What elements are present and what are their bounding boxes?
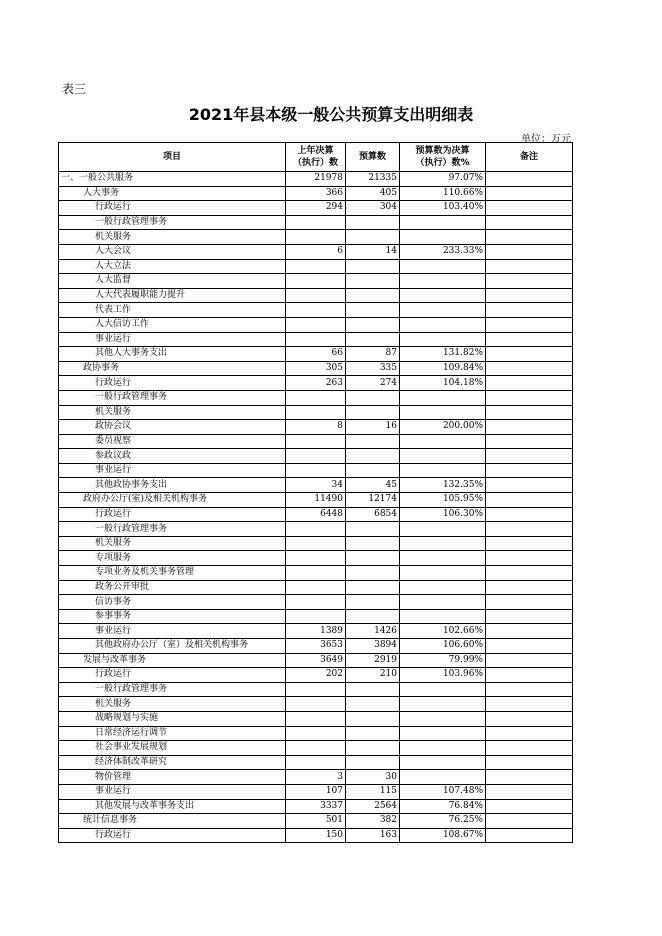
ratio-cell <box>400 609 486 624</box>
item-name-cell: 行政运行 <box>59 507 286 522</box>
ratio-cell: 200.00% <box>400 420 486 435</box>
budget-cell: 14 <box>346 244 400 259</box>
ratio-cell: 79.99% <box>400 653 486 668</box>
ratio-cell: 106.30% <box>400 507 486 522</box>
table-row <box>59 580 573 595</box>
budget-cell <box>346 405 400 420</box>
budget-cell: 115 <box>346 784 400 799</box>
ratio-cell <box>400 317 486 332</box>
ratio-cell: 76.84% <box>400 799 486 814</box>
item-name-cell: 战略规划与实施 <box>59 711 286 726</box>
ratio-cell <box>400 259 486 274</box>
table-row <box>59 522 573 537</box>
ratio-cell <box>400 595 486 610</box>
table-row <box>59 828 573 843</box>
prev-actual-cell <box>286 755 346 770</box>
note-cell <box>486 172 573 187</box>
item-name-cell: 机关服务 <box>59 536 286 551</box>
ratio-cell <box>400 536 486 551</box>
table-row <box>59 215 573 230</box>
note-cell <box>486 274 573 289</box>
ratio-cell <box>400 405 486 420</box>
item-name-cell: 其他人大事务支出 <box>59 347 286 362</box>
budget-cell: 30 <box>346 770 400 785</box>
prev-actual-cell: 366 <box>286 186 346 201</box>
note-cell <box>486 390 573 405</box>
budget-cell <box>346 711 400 726</box>
item-name-cell: 其他发展与改革事务支出 <box>59 799 286 814</box>
budget-cell: 45 <box>346 478 400 493</box>
table-row <box>59 770 573 785</box>
note-cell <box>486 376 573 391</box>
prev-actual-cell <box>286 522 346 537</box>
header-budget: 预算数 <box>346 143 400 172</box>
prev-actual-cell: 107 <box>286 784 346 799</box>
prev-actual-cell: 294 <box>286 201 346 216</box>
note-cell <box>486 755 573 770</box>
item-name-cell: 事业运行 <box>59 784 286 799</box>
table-row <box>59 493 573 508</box>
ratio-cell: 105.95% <box>400 493 486 508</box>
item-name-cell: 行政运行 <box>59 668 286 683</box>
note-cell <box>486 361 573 376</box>
note-cell <box>486 420 573 435</box>
table-row <box>59 653 573 668</box>
prev-actual-cell <box>286 595 346 610</box>
item-name-cell: 专项业务及机关事务管理 <box>59 566 286 581</box>
item-name-cell: 一般行政管理事务 <box>59 682 286 697</box>
note-cell <box>486 536 573 551</box>
prev-actual-cell: 3 <box>286 770 346 785</box>
prev-actual-cell: 6448 <box>286 507 346 522</box>
note-cell <box>486 551 573 566</box>
budget-cell <box>346 609 400 624</box>
note-cell <box>486 244 573 259</box>
budget-cell <box>346 741 400 756</box>
item-name-cell: 其他政府办公厅（室）及相关机构事务 <box>59 639 286 654</box>
prev-actual-cell: 21978 <box>286 172 346 187</box>
note-cell <box>486 770 573 785</box>
table-row <box>59 332 573 347</box>
table-row <box>59 361 573 376</box>
header-ratio <box>400 143 486 172</box>
item-name-cell: 人大会议 <box>59 244 286 259</box>
note-cell <box>486 201 573 216</box>
note-cell <box>486 784 573 799</box>
ratio-cell: 132.35% <box>400 478 486 493</box>
item-name-cell: 政务公开审批 <box>59 580 286 595</box>
budget-cell: 6854 <box>346 507 400 522</box>
budget-cell <box>346 288 400 303</box>
item-name-cell: 经济体制改革研究 <box>59 755 286 770</box>
budget-cell <box>346 303 400 318</box>
item-name-cell: 一般行政管理事务 <box>59 390 286 405</box>
prev-actual-cell <box>286 682 346 697</box>
page-title: 2021年县本级一般公共预算支出明细表 <box>188 105 474 124</box>
header-prev-actual <box>286 143 346 172</box>
prev-actual-cell <box>286 215 346 230</box>
ratio-cell: 102.66% <box>400 624 486 639</box>
ratio-cell <box>400 522 486 537</box>
note-cell <box>486 653 573 668</box>
budget-cell <box>346 580 400 595</box>
budget-cell: 12174 <box>346 493 400 508</box>
budget-cell: 405 <box>346 186 400 201</box>
ratio-cell: 106.60% <box>400 639 486 654</box>
prev-actual-cell <box>286 449 346 464</box>
budget-cell <box>346 755 400 770</box>
ratio-cell <box>400 726 486 741</box>
ratio-cell: 76.25% <box>400 814 486 829</box>
header-ratio-line1: 预算数为决算 <box>415 146 470 156</box>
prev-actual-cell <box>286 463 346 478</box>
table-row <box>59 814 573 829</box>
item-name-cell: 人大监督 <box>59 274 286 289</box>
prev-actual-cell: 3649 <box>286 653 346 668</box>
prev-actual-cell <box>286 274 346 289</box>
item-name-cell: 人大信访工作 <box>59 317 286 332</box>
item-name-cell: 其他政协事务支出 <box>59 478 286 493</box>
table-row <box>59 711 573 726</box>
budget-cell <box>346 390 400 405</box>
item-name-cell: 委员视察 <box>59 434 286 449</box>
item-name-cell: 信访事务 <box>59 595 286 610</box>
table-row <box>59 741 573 756</box>
note-cell <box>486 507 573 522</box>
table-row <box>59 478 573 493</box>
prev-actual-cell: 3337 <box>286 799 346 814</box>
budget-cell <box>346 259 400 274</box>
note-cell <box>486 522 573 537</box>
prev-actual-cell <box>286 230 346 245</box>
table-row <box>59 639 573 654</box>
ratio-cell <box>400 230 486 245</box>
ratio-cell <box>400 303 486 318</box>
table-row <box>59 172 573 187</box>
ratio-cell <box>400 274 486 289</box>
item-name-cell: 统计信息事务 <box>59 814 286 829</box>
prev-actual-cell <box>286 405 346 420</box>
table-row <box>59 726 573 741</box>
table-row <box>59 288 573 303</box>
note-cell <box>486 259 573 274</box>
note-cell <box>486 434 573 449</box>
item-name-cell: 物价管理 <box>59 770 286 785</box>
ratio-cell: 131.82% <box>400 347 486 362</box>
note-cell <box>486 711 573 726</box>
note-cell <box>486 595 573 610</box>
header-item: 项目 <box>59 143 286 172</box>
table-row <box>59 259 573 274</box>
table-row <box>59 186 573 201</box>
prev-actual-cell: 263 <box>286 376 346 391</box>
note-cell <box>486 493 573 508</box>
budget-cell <box>346 215 400 230</box>
table-row <box>59 682 573 697</box>
item-name-cell: 日常经济运行调节 <box>59 726 286 741</box>
prev-actual-cell: 501 <box>286 814 346 829</box>
prev-actual-cell <box>286 711 346 726</box>
ratio-cell <box>400 288 486 303</box>
budget-cell <box>346 434 400 449</box>
item-name-cell: 事业运行 <box>59 463 286 478</box>
ratio-cell <box>400 697 486 712</box>
table-body <box>59 172 573 843</box>
ratio-cell <box>400 390 486 405</box>
item-name-cell: 政协会议 <box>59 420 286 435</box>
prev-actual-cell <box>286 536 346 551</box>
budget-cell <box>346 551 400 566</box>
ratio-cell <box>400 215 486 230</box>
prev-actual-cell <box>286 288 346 303</box>
table-row <box>59 755 573 770</box>
note-cell <box>486 682 573 697</box>
ratio-cell <box>400 580 486 595</box>
note-cell <box>486 215 573 230</box>
item-name-cell: 人大代表履职能力提升 <box>59 288 286 303</box>
budget-cell: 210 <box>346 668 400 683</box>
item-name-cell: 发展与改革事务 <box>59 653 286 668</box>
item-name-cell: 专项服务 <box>59 551 286 566</box>
unit-label: 单位：万元 <box>521 134 571 145</box>
header-note: 备注 <box>486 143 573 172</box>
budget-cell <box>346 274 400 289</box>
prev-actual-cell: 34 <box>286 478 346 493</box>
header-ratio-line2: （执行）数% <box>415 158 470 168</box>
budget-cell: 163 <box>346 828 400 843</box>
budget-cell <box>346 449 400 464</box>
prev-actual-cell <box>286 609 346 624</box>
budget-cell <box>346 697 400 712</box>
budget-cell: 304 <box>346 201 400 216</box>
prev-actual-cell: 150 <box>286 828 346 843</box>
ratio-cell <box>400 566 486 581</box>
note-cell <box>486 347 573 362</box>
ratio-cell <box>400 770 486 785</box>
item-name-cell: 参政议政 <box>59 449 286 464</box>
budget-cell <box>346 230 400 245</box>
table-row <box>59 420 573 435</box>
prev-actual-cell: 66 <box>286 347 346 362</box>
item-name-cell: 机关服务 <box>59 697 286 712</box>
item-name-cell: 政府办公厅(室)及相关机构事务 <box>59 493 286 508</box>
table-row <box>59 799 573 814</box>
table-row <box>59 405 573 420</box>
note-cell <box>486 726 573 741</box>
note-cell <box>486 799 573 814</box>
budget-cell: 382 <box>346 814 400 829</box>
item-name-cell: 代表工作 <box>59 303 286 318</box>
ratio-cell <box>400 332 486 347</box>
prev-actual-cell: 11490 <box>286 493 346 508</box>
prev-actual-cell: 6 <box>286 244 346 259</box>
note-cell <box>486 624 573 639</box>
note-cell <box>486 566 573 581</box>
note-cell <box>486 449 573 464</box>
note-cell <box>486 668 573 683</box>
budget-table <box>58 142 573 843</box>
prev-actual-cell <box>286 551 346 566</box>
budget-cell <box>346 522 400 537</box>
table-row <box>59 668 573 683</box>
prev-actual-cell <box>286 332 346 347</box>
item-name-cell: 机关服务 <box>59 230 286 245</box>
table-row <box>59 303 573 318</box>
item-name-cell: 一般行政管理事务 <box>59 522 286 537</box>
prev-actual-cell <box>286 726 346 741</box>
table-row <box>59 449 573 464</box>
ratio-cell: 97.07% <box>400 172 486 187</box>
item-name-cell: 一般行政管理事务 <box>59 215 286 230</box>
budget-cell <box>346 536 400 551</box>
note-cell <box>486 697 573 712</box>
ratio-cell <box>400 551 486 566</box>
item-name-cell: 事业运行 <box>59 332 286 347</box>
prev-actual-cell: 1389 <box>286 624 346 639</box>
table-number-label: 表三 <box>62 82 87 96</box>
item-name-cell: 政协事务 <box>59 361 286 376</box>
table-row <box>59 274 573 289</box>
prev-actual-cell <box>286 434 346 449</box>
budget-cell <box>346 317 400 332</box>
ratio-cell <box>400 711 486 726</box>
header-prev-actual-line1: 上年决算 <box>297 146 334 156</box>
table-row <box>59 595 573 610</box>
table-row <box>59 244 573 259</box>
table-row <box>59 784 573 799</box>
table-row <box>59 566 573 581</box>
ratio-cell <box>400 434 486 449</box>
note-cell <box>486 814 573 829</box>
note-cell <box>486 288 573 303</box>
prev-actual-cell <box>286 259 346 274</box>
prev-actual-cell <box>286 566 346 581</box>
note-cell <box>486 478 573 493</box>
ratio-cell: 110.66% <box>400 186 486 201</box>
header-prev-actual-line2: （执行）数 <box>292 158 338 168</box>
note-cell <box>486 741 573 756</box>
prev-actual-cell <box>286 697 346 712</box>
item-name-cell: 行政运行 <box>59 201 286 216</box>
table-row <box>59 347 573 362</box>
budget-cell: 2564 <box>346 799 400 814</box>
prev-actual-cell: 8 <box>286 420 346 435</box>
note-cell <box>486 230 573 245</box>
note-cell <box>486 463 573 478</box>
prev-actual-cell <box>286 390 346 405</box>
table-header-row <box>59 143 573 172</box>
budget-cell: 274 <box>346 376 400 391</box>
item-name-cell: 社会事业发展规划 <box>59 741 286 756</box>
ratio-cell: 104.18% <box>400 376 486 391</box>
table-row <box>59 230 573 245</box>
note-cell <box>486 317 573 332</box>
note-cell <box>486 639 573 654</box>
ratio-cell: 107.48% <box>400 784 486 799</box>
budget-cell: 87 <box>346 347 400 362</box>
ratio-cell <box>400 741 486 756</box>
table-row <box>59 507 573 522</box>
ratio-cell <box>400 755 486 770</box>
ratio-cell <box>400 682 486 697</box>
note-cell <box>486 580 573 595</box>
budget-cell: 2919 <box>346 653 400 668</box>
note-cell <box>486 332 573 347</box>
table-row <box>59 624 573 639</box>
ratio-cell: 109.84% <box>400 361 486 376</box>
ratio-cell: 108.67% <box>400 828 486 843</box>
item-name-cell: 人大立法 <box>59 259 286 274</box>
table-row <box>59 376 573 391</box>
item-name-cell: 参事事务 <box>59 609 286 624</box>
ratio-cell <box>400 463 486 478</box>
table-row <box>59 609 573 624</box>
prev-actual-cell <box>286 317 346 332</box>
prev-actual-cell: 202 <box>286 668 346 683</box>
item-name-cell: 事业运行 <box>59 624 286 639</box>
budget-cell: 1426 <box>346 624 400 639</box>
table-row <box>59 201 573 216</box>
budget-cell <box>346 566 400 581</box>
prev-actual-cell <box>286 303 346 318</box>
table-row <box>59 536 573 551</box>
item-name-cell: 人大事务 <box>59 186 286 201</box>
prev-actual-cell: 3653 <box>286 639 346 654</box>
note-cell <box>486 828 573 843</box>
table-row <box>59 551 573 566</box>
table-row <box>59 390 573 405</box>
item-name-cell: 行政运行 <box>59 828 286 843</box>
budget-cell <box>346 463 400 478</box>
budget-cell: 16 <box>346 420 400 435</box>
prev-actual-cell <box>286 741 346 756</box>
ratio-cell: 233.33% <box>400 244 486 259</box>
note-cell <box>486 303 573 318</box>
budget-cell: 335 <box>346 361 400 376</box>
table-row <box>59 697 573 712</box>
note-cell <box>486 186 573 201</box>
note-cell <box>486 405 573 420</box>
note-cell <box>486 609 573 624</box>
ratio-cell <box>400 449 486 464</box>
budget-cell: 3894 <box>346 639 400 654</box>
item-name-cell: 行政运行 <box>59 376 286 391</box>
budget-cell <box>346 726 400 741</box>
budget-cell <box>346 332 400 347</box>
ratio-cell: 103.40% <box>400 201 486 216</box>
table-row <box>59 463 573 478</box>
budget-cell <box>346 682 400 697</box>
ratio-cell: 103.96% <box>400 668 486 683</box>
item-name-cell: 机关服务 <box>59 405 286 420</box>
budget-cell <box>346 595 400 610</box>
prev-actual-cell: 305 <box>286 361 346 376</box>
table-row <box>59 434 573 449</box>
prev-actual-cell <box>286 580 346 595</box>
budget-cell: 21335 <box>346 172 400 187</box>
item-name-cell: 一、一般公共服务 <box>59 172 286 187</box>
table-row <box>59 317 573 332</box>
